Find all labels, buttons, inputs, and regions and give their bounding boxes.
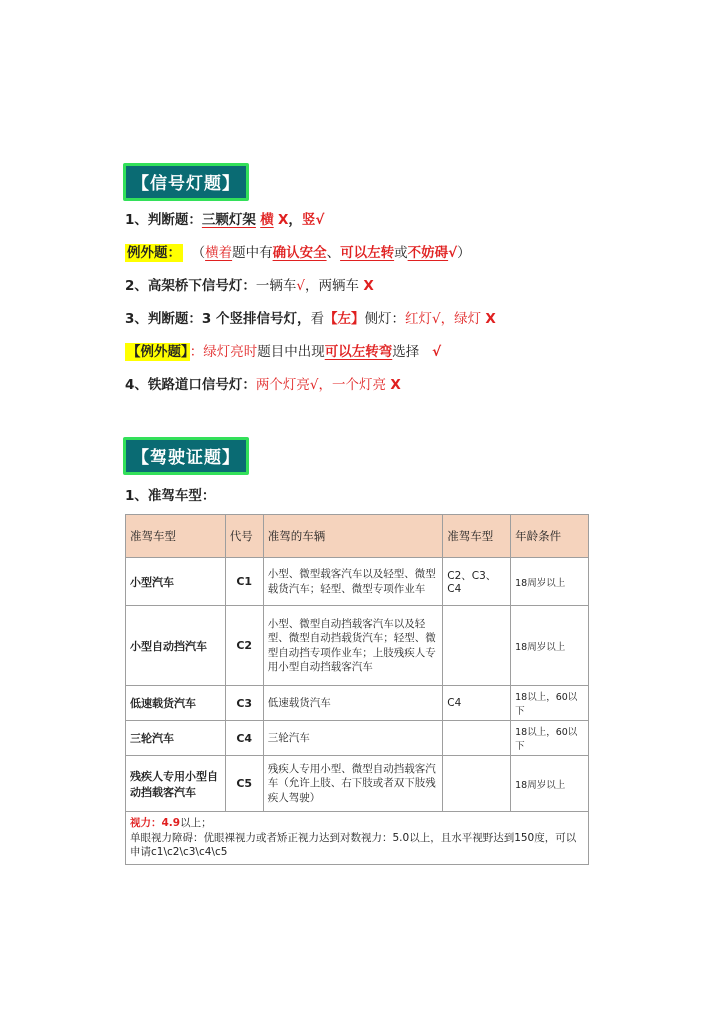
vision-note: 单眼视力障碍：优眼裸视力或者矫正视力达到对数视力：5.0以上，且水平视野达到150度，可以申请c1\c2\c3\c4\c5 bbox=[130, 831, 577, 859]
table-row bbox=[126, 558, 589, 606]
cell-model: 小型汽车 bbox=[126, 558, 226, 606]
q2-one-car: 一辆车 bbox=[255, 278, 297, 294]
ex1-close: ） bbox=[457, 245, 471, 261]
cell-allowed bbox=[443, 756, 511, 812]
cell-code: C5 bbox=[225, 756, 263, 812]
ex1-comma: 、 bbox=[326, 245, 341, 261]
q1-sep: ， bbox=[288, 212, 302, 228]
signal-q2 bbox=[125, 274, 374, 294]
table-row bbox=[126, 606, 589, 686]
q2-x: X bbox=[363, 278, 374, 294]
section-title-license: 【驾驶证题】 bbox=[123, 437, 249, 475]
ex1-text: 题中有 bbox=[232, 245, 273, 261]
cell-model: 低速载货汽车 bbox=[126, 686, 226, 721]
cell-code: C3 bbox=[225, 686, 263, 721]
table-row bbox=[126, 686, 589, 721]
ex1-or: 或 bbox=[394, 245, 408, 261]
q1-three-lights: 三颗灯架 bbox=[201, 212, 256, 228]
table-row bbox=[126, 721, 589, 756]
q2-check: √ bbox=[296, 278, 306, 294]
cell-vehicles: 小型、微型载客汽车以及轻型、微型载货汽车；轻型、微型专项作业车 bbox=[263, 558, 443, 606]
cell-vehicles: 残疾人专用小型、微型自动挡载客汽车（允许上肢、右下肢或者双下肢残疾人驾驶） bbox=[263, 756, 443, 812]
ex2-left-turn: 可以左转弯 bbox=[324, 344, 393, 360]
exception-2-label: 【例外题】 bbox=[127, 344, 188, 360]
header-model: 准驾车型 bbox=[126, 515, 226, 558]
cell-code: C1 bbox=[225, 558, 263, 606]
table-footer-row bbox=[126, 812, 589, 865]
q1-prefix: 1、判断题： bbox=[125, 212, 202, 228]
ex2-text: 题目中出现 bbox=[257, 344, 325, 360]
q3-left: 【左】 bbox=[324, 311, 365, 327]
q4-x: X bbox=[390, 377, 401, 393]
cell-age: 18周岁以上 bbox=[511, 606, 589, 686]
ex1-left-turn: 可以左转 bbox=[340, 245, 395, 261]
cell-model: 残疾人专用小型自动挡载客汽车 bbox=[126, 756, 226, 812]
section-title-signal: 【信号灯题】 bbox=[123, 163, 249, 201]
q1-vertical: 竖 bbox=[301, 212, 316, 228]
q4-prefix: 4、铁路道口信号灯： bbox=[125, 377, 256, 393]
signal-exception-1 bbox=[125, 241, 471, 261]
ex2-choose: 选择 bbox=[392, 344, 420, 360]
q2-two-cars: ，两辆车 bbox=[305, 278, 360, 294]
cell-model: 小型自动挡汽车 bbox=[126, 606, 226, 686]
q3-side: 侧灯： bbox=[364, 311, 405, 327]
cell-allowed: C2、C3、C4 bbox=[443, 558, 511, 606]
cell-allowed bbox=[443, 721, 511, 756]
q3-prefix: 3、判断题：3 个竖排信号灯， bbox=[125, 311, 311, 327]
header-vehicles: 准驾的车辆 bbox=[263, 515, 443, 558]
header-age: 年龄条件 bbox=[511, 515, 589, 558]
table-header-row bbox=[126, 515, 589, 558]
cell-age: 18以上，60以下 bbox=[511, 686, 589, 721]
cell-code: C2 bbox=[225, 606, 263, 686]
vision-label: 视力： bbox=[130, 817, 162, 829]
q1-x: X bbox=[278, 212, 289, 228]
q1-check: √ bbox=[315, 212, 325, 228]
ex1-open: （ bbox=[191, 245, 206, 261]
header-code: 代号 bbox=[225, 515, 263, 558]
cell-age: 18周岁以上 bbox=[511, 558, 589, 606]
q1-horizontal: 横 bbox=[260, 212, 274, 228]
signal-q3 bbox=[125, 307, 496, 327]
signal-exception-2 bbox=[125, 340, 441, 360]
q4-lights: 两个灯亮√，一个灯亮 bbox=[255, 377, 387, 393]
cell-allowed bbox=[443, 606, 511, 686]
cell-allowed: C4 bbox=[443, 686, 511, 721]
table-footer bbox=[126, 812, 589, 865]
cell-vehicles: 低速载货汽车 bbox=[263, 686, 443, 721]
header-allowed: 准驾车型 bbox=[443, 515, 511, 558]
signal-q4 bbox=[125, 373, 401, 393]
ex2-green-on: ：绿灯亮时 bbox=[189, 344, 258, 360]
ex1-horizontal: 横着 bbox=[205, 245, 233, 261]
table-row bbox=[126, 756, 589, 812]
ex1-confirm-safe: 确认安全 bbox=[272, 245, 327, 261]
q3-red-green: 红灯√，绿灯 bbox=[405, 311, 482, 327]
cell-code: C4 bbox=[225, 721, 263, 756]
q3-x: X bbox=[485, 311, 496, 327]
q3-look: 看 bbox=[310, 311, 324, 327]
ex2-check: √ bbox=[432, 344, 442, 360]
license-subheading: 1、准驾车型： bbox=[125, 488, 216, 504]
ex1-check: √ bbox=[448, 245, 458, 261]
signal-q1 bbox=[125, 208, 324, 228]
cell-age: 18周岁以上 bbox=[511, 756, 589, 812]
cell-age: 18以上，60以下 bbox=[511, 721, 589, 756]
ex1-no-obstruct: 不妨碍 bbox=[407, 245, 449, 261]
cell-vehicles: 三轮汽车 bbox=[263, 721, 443, 756]
cell-model: 三轮汽车 bbox=[126, 721, 226, 756]
license-table bbox=[125, 514, 589, 865]
q2-prefix: 2、高架桥下信号灯： bbox=[125, 278, 256, 294]
exception-label: 例外题： bbox=[127, 245, 181, 261]
vision-value: 4.9 bbox=[161, 817, 181, 829]
vision-suffix: 以上； bbox=[180, 817, 212, 829]
cell-vehicles: 小型、微型自动挡载客汽车以及轻型、微型自动挡载货汽车；轻型、微型自动挡专项作业车；上肢残疾人专用小型自动挡载客汽车 bbox=[263, 606, 443, 686]
